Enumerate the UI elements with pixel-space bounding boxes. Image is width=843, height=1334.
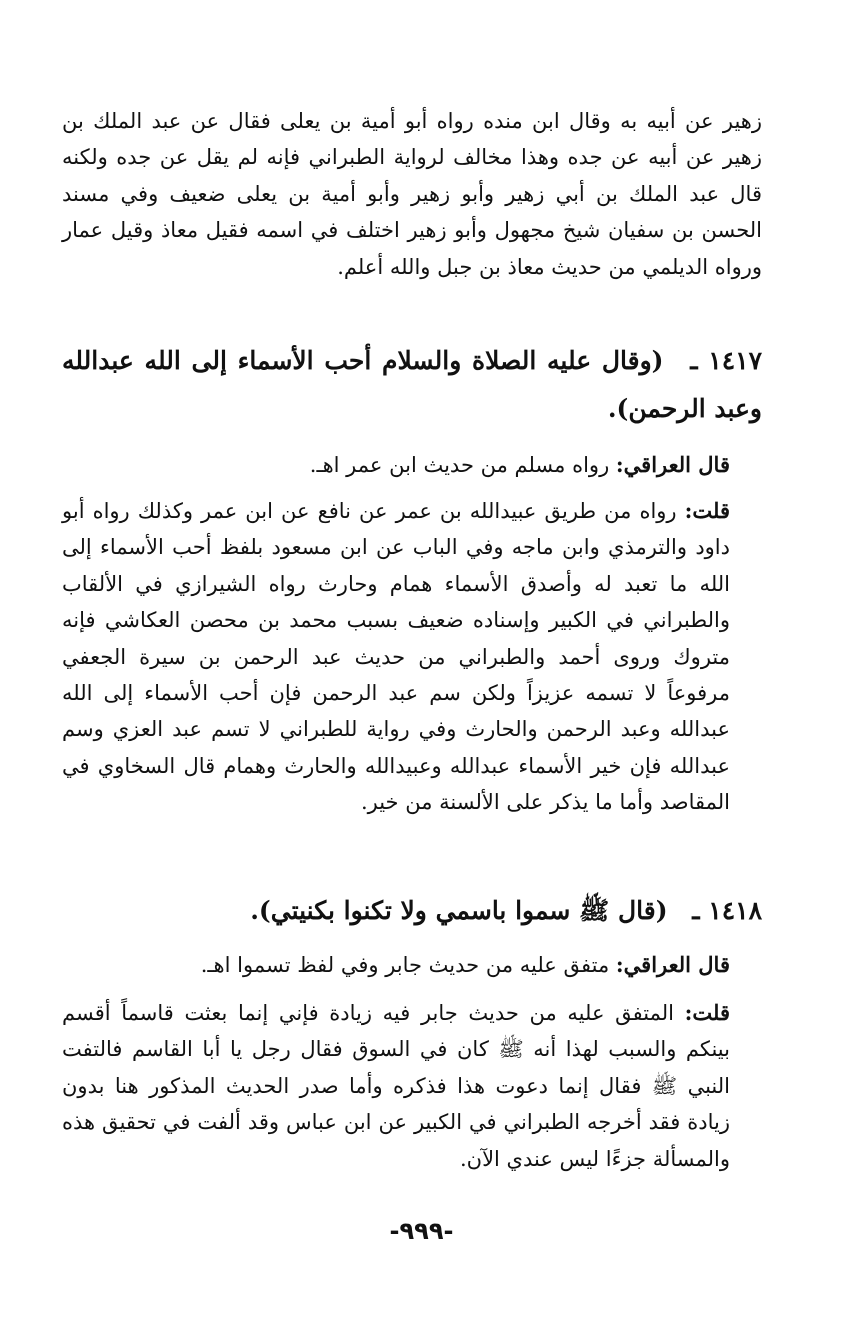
qult-text: رواه من طريق عبيدالله بن عمر عن نافع عن ابن عمر وكذلك رواه أبو داود والترمذي وابن ماجه وفي الباب عن ابن مسعود بلفظ أحب الأسماء إلى الله ما تعبد له وأصدق الأسماء همام وحارث رواه الشيرازي في الألقاب والطبراني في الكبير وإسناده ضعيف بسبب محمد بن محصن العكاشي فإنه متروك وروى أحمد والطبراني من حديث عبد الرحمن بن سيرة الجعفي مرفوعاً لا تسمه عزيزاً ولكن سم عبد الرحمن فإن أحب الأسماء إلى الله عبدالله وعبد الرحمن والحارث وفي رواية للطبراني لا تسم عبد العزي وسم عبدالله فإن خير الأسماء عبدالله وعبيدالله والحارث وهمام قال السخاوي في المقاصد وأما ما يذكر على الألسنة من خير. <box>62 499 730 815</box>
iraqi-comment <box>62 947 762 983</box>
qult-label: قلت: <box>684 498 730 523</box>
page-body <box>62 103 762 1177</box>
iraqi-label: قال العراقي: <box>615 452 730 477</box>
qult-comment <box>62 493 762 857</box>
hadith-number: ١٤١٨ ـ <box>692 896 762 925</box>
iraqi-comment <box>62 447 762 483</box>
hadith-number: ١٤١٧ ـ <box>690 346 762 375</box>
qult-label: قلت: <box>684 1000 730 1025</box>
intro-paragraph: زهير عن أبيه به وقال ابن منده رواه أبو أمية بن يعلى فقال عن عبد الملك بن زهير عن أبيه عن جده وهذا مخالف لرواية الطبراني فإنه لم يقل عن جده ولكنه قال عبد الملك بن أبي زهير وأبو زهير وأبو أمية بن يعلى ضعيف وفي مسند الحسن بن سفيان شيخ مجهول وأبو زهير اختلف في اسمه فقيل معاذ وقيل عمار ورواه الديلمي من حديث معاذ بن جبل والله أعلم. <box>62 109 762 279</box>
qult-comment <box>62 995 762 1177</box>
page-number: -٩٩٩- <box>389 1217 454 1245</box>
qult-text: المتفق عليه من حديث جابر فيه زيادة فإني إنما بعثت قاسماً أقسم بينكم والسبب لهذا أنه ﷺ كان في السوق فقال رجل يا أبا القاسم فالتفت النبي ﷺ فقال إنما دعوت هذا فذكره وأما صدر الحديث المذكور هنا بدون زيادة فقد أخرجه الطبراني في الكبير عن ابن عباس وقد ألفت في تحقيق هذه والمسألة جزءًا ليس عندي الآن. <box>62 1001 730 1171</box>
hadith-heading-1417 <box>62 337 762 433</box>
iraqi-label: قال العراقي: <box>615 952 730 977</box>
hadith-text: (وقال عليه الصلاة والسلام أحب الأسماء إلى الله عبدالله وعبد الرحمن). <box>62 346 762 423</box>
hadith-heading-1418 <box>62 887 762 935</box>
hadith-text: (قال ﷺ سموا باسمي ولا تكنوا بكنيتي). <box>250 896 668 925</box>
iraqi-text: رواه مسلم من حديث ابن عمر اهـ. <box>309 453 610 477</box>
iraqi-text: متفق عليه من حديث جابر وفي لفظ تسموا اهـ. <box>200 953 610 977</box>
